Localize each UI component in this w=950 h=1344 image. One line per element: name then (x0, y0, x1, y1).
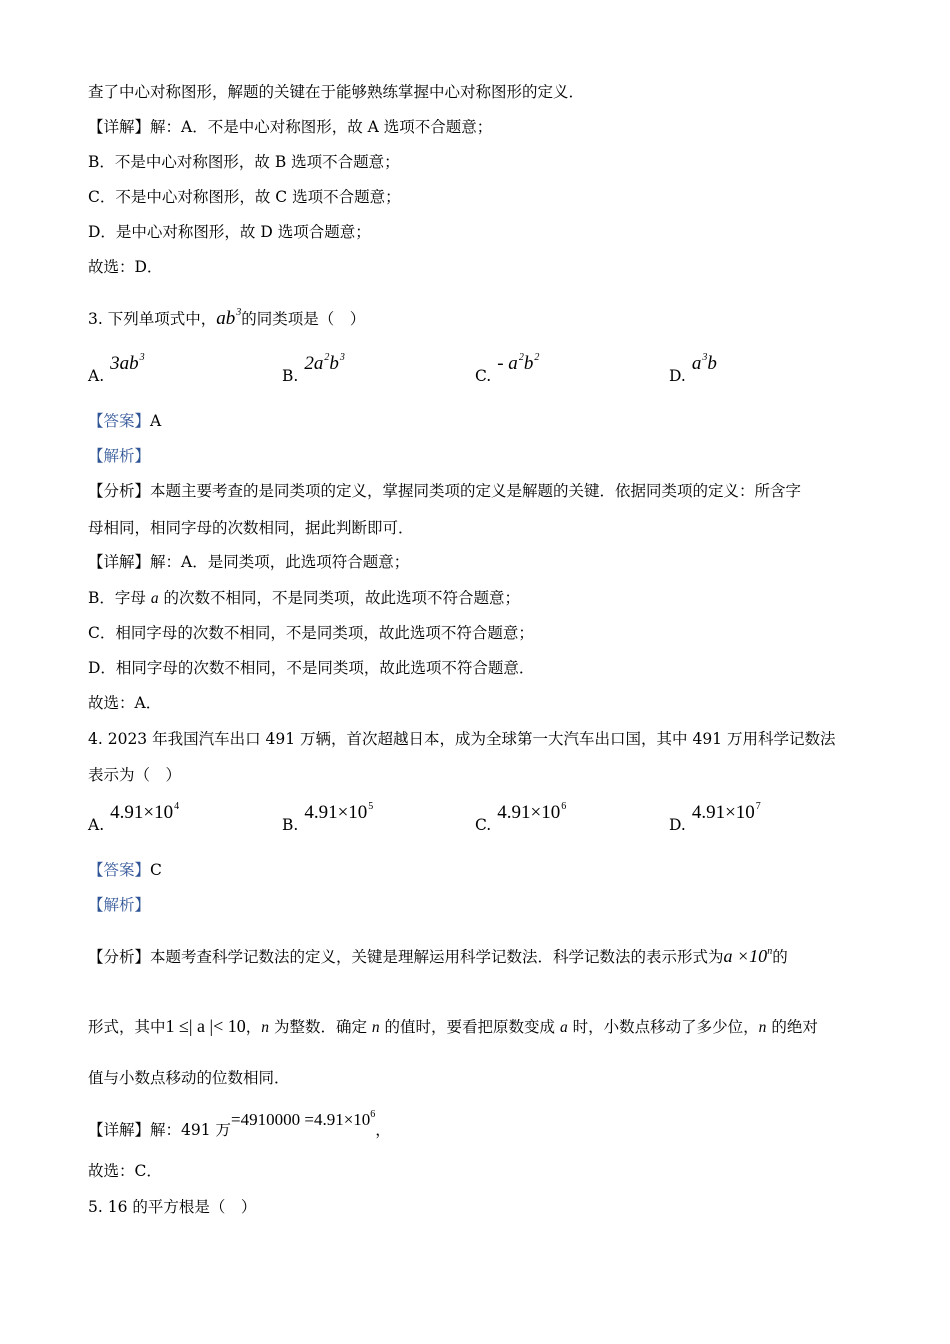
fenxi-tag: 【分析】 (88, 482, 151, 500)
option-math: $4.91\times 10^5$ (304, 801, 374, 823)
q3-fenxi-2: 母相同，相同字母的次数相同，据此判断即可． (88, 519, 414, 537)
answer-tag: 【答案】 (88, 412, 151, 430)
q4-detail: 【详解】解：491 万$=4910000 =4.91\times 10^6$， (88, 1109, 391, 1139)
q4-fenxi-1: 【分析】本题考查科学记数法的定义，关键是理解运用科学记数法．科学记数法的表示形式为$a \times 10^n$的 (88, 946, 788, 966)
q3-detail-4: D．相同字母的次数不相同，不是同类项，故此选项不符合题意． (88, 659, 535, 677)
fenxi-tag: 【分析】 (88, 948, 151, 966)
detail-line (88, 117, 492, 137)
q4-option-d[interactable] (669, 801, 761, 836)
q3-option-c[interactable] (475, 352, 540, 387)
q3-analysis-tag: 【解析】 (88, 447, 151, 465)
question-4-stem-1: 4. 2023 年我国汽车出口 491 万辆，首次超越日本，成为全球第一大汽车出口国，其中 491 万用科学记数法 (88, 730, 836, 748)
q4-option-a[interactable] (88, 801, 180, 836)
answer-value: C (150, 861, 162, 879)
question-4-stem-2: 表示为（ ） (88, 766, 182, 784)
text-line: 故选：D． (88, 258, 163, 276)
option-math: $4.91\times 10^6$ (497, 801, 567, 823)
q3-option-d[interactable] (669, 352, 717, 387)
text-line: 查了中心对称图形，解题的关键在于能够熟练掌握中心对称图形的定义． (88, 83, 585, 101)
option-label: B. (282, 367, 299, 385)
answer-value: A (150, 412, 162, 430)
option-label: A. (88, 816, 105, 834)
option-math: - $a^2b^2$ (497, 352, 540, 374)
option-math: $4.91\times 10^7$ (691, 801, 761, 823)
stem-text: 的同类项是（ ） (241, 310, 366, 328)
formula: 1 ≤| a |< 10 (165, 1016, 246, 1036)
q4-answer (88, 860, 162, 880)
option-label: B. (282, 816, 299, 834)
formula: $=4910000 =4.91\times 10^6$ (231, 1109, 376, 1129)
q3-fenxi-1: 【分析】本题主要考查的是同类项的定义，掌握同类项的定义是解题的关键．依据同类项的定义：所含字 (88, 482, 802, 500)
detail-tag: 【详解】 (88, 553, 151, 571)
option-label: D. (669, 816, 686, 834)
stem-math: $ab^3$ (216, 307, 242, 329)
q4-analysis-tag: 【解析】 (88, 896, 151, 914)
option-math: $4.91\times 10^4$ (110, 801, 180, 823)
option-math: $2a^2b^3$ (304, 352, 345, 374)
q3-detail-2: B．字母 a 的次数不相同，不是同类项，故此选项不符合题意； (88, 589, 521, 607)
option-label: D. (669, 367, 686, 385)
question-5-stem: 5. 16 的平方根是（ ） (88, 1198, 257, 1216)
answer-tag: 【答案】 (88, 861, 151, 879)
text-line: B．不是中心对称图形，故 B 选项不合题意； (88, 153, 400, 171)
option-math: $3ab^3$ (110, 352, 145, 374)
option-label: C. (475, 816, 492, 834)
detail-tag: 【详解】 (88, 1121, 151, 1139)
text-line: C．不是中心对称图形，故 C 选项不合题意； (88, 188, 401, 206)
text-line: D．是中心对称图形，故 D 选项合题意； (88, 223, 371, 241)
stem-text: 3. 下列单项式中， (88, 310, 217, 328)
option-label: C. (475, 367, 492, 385)
detail-tag: 【详解】 (88, 118, 151, 136)
q4-fenxi-2: 形式，其中1 ≤| a |< 10，n 为整数．确定 n 的值时，要看把原数变成 a 时，小数点移动了多少位，n 的绝对 (88, 1016, 818, 1036)
q3-answer (88, 411, 161, 431)
question-3-stem (88, 303, 365, 329)
option-label: A. (88, 367, 105, 385)
detail-text: 解：A．不是中心对称图形，故 A 选项不合题意； (150, 118, 493, 136)
q3-detail-1: 【详解】解：A．是同类项，此选项符合题意； (88, 553, 410, 571)
q3-detail-3: C．相同字母的次数不相同，不是同类项，故此选项不符合题意； (88, 624, 534, 642)
q4-option-c[interactable] (475, 801, 567, 836)
option-math: $a^3b$ (691, 352, 717, 374)
q4-choose: 故选：C． (88, 1162, 162, 1180)
q4-fenxi-3: 值与小数点移动的位数相同． (88, 1069, 290, 1087)
q3-option-b[interactable] (282, 352, 345, 387)
formula: $a \times 10^n$ (723, 946, 773, 966)
q3-option-a[interactable] (88, 352, 145, 387)
q3-choose: 故选：A． (88, 694, 162, 712)
q4-option-b[interactable] (282, 801, 374, 836)
